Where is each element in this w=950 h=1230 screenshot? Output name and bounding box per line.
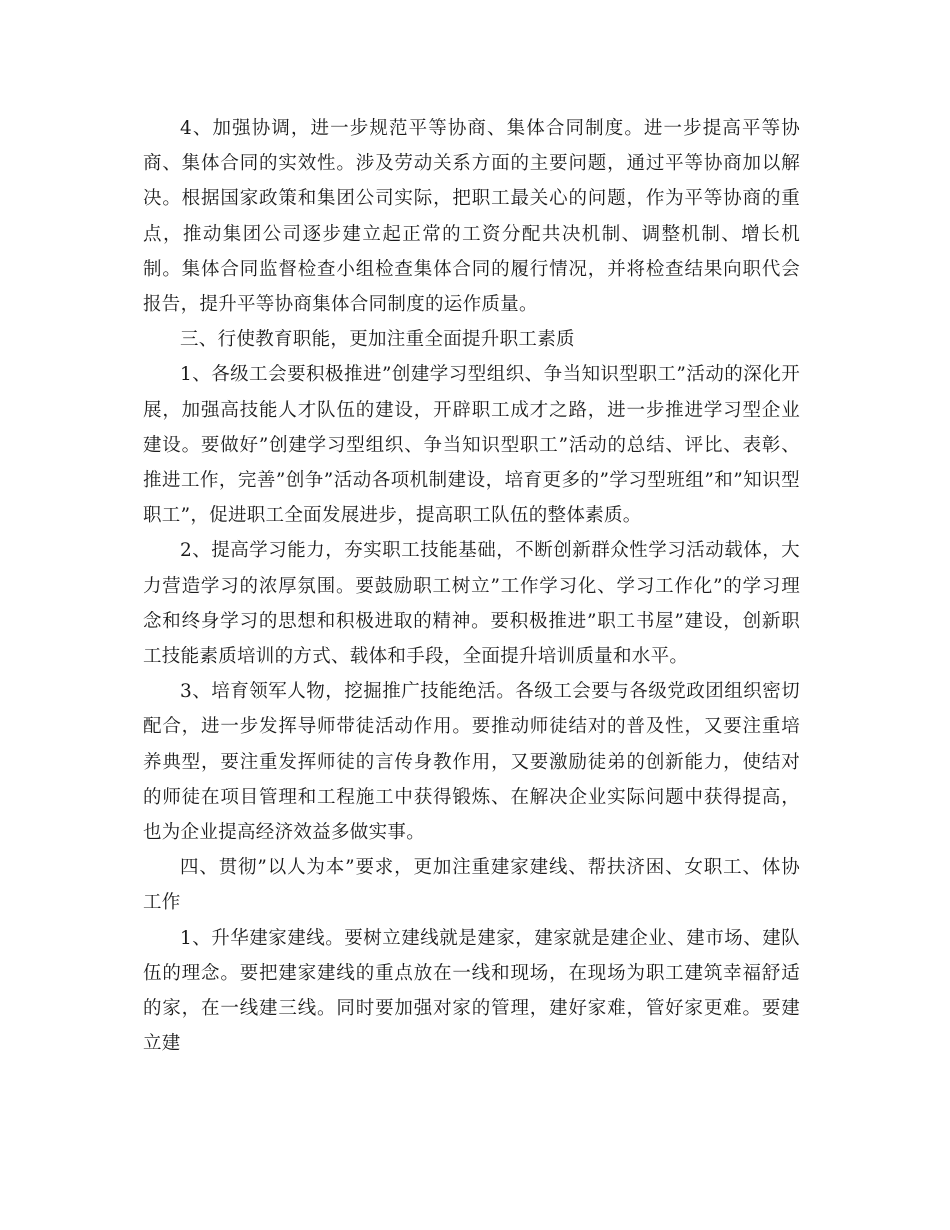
paragraph-1: 4、加强协调，进一步规范平等协商、集体合同制度。进一步提高平等协商、集体合同的实效性。涉及劳动关系方面的主要问题，通过平等协商加以解决。根据国家政策和集团公司实际，把职工最关心的问题，作为平等协商的重点，推动集团公司逐步建立起正常的工资分配共决机制、调整机制、增长机制。集体合同监督检查小组检查集体合同的履行情况，并将检查结果向职代会报告，提升平等协商集体合同制度的运作质量。 [143,118,800,316]
paragraph-3: 2、提高学习能力，夯实职工技能基础，不断创新群众性学习活动载体，大力营造学习的浓厚氛围。要鼓励职工树立”工作学习化、学习工作化”的学习理念和终身学习的思想和积极进取的精神。要积极推进”职工书屋”建设，创新职工技能素质培训的方式、载体和手段，全面提升培训质量和水平。 [143,540,800,668]
document-body [143,111,800,1061]
section-heading-3: 三、行使教育职能，更加注重全面提升职工素质 [180,329,575,351]
paragraph-4: 3、培育领军人物，挖掘推广技能绝活。各级工会要与各级党政团组织密切配合，进一步发挥导师带徒活动作用。要推动师徒结对的普及性，又要注重培养典型，要注重发挥师徒的言传身教作用，又要激励徒弟的创新能力，使结对的师徒在项目管理和工程施工中获得锻炼、在解决企业实际问题中获得提高，也为企业提高经济效益多做实事。 [143,681,800,844]
paragraph-2: 1、各级工会要积极推进”创建学习型组织、争当知识型职工”活动的深化开展，加强高技能人才队伍的建设，开辟职工成才之路，进一步推进学习型企业建设。要做好”创建学习型组织、争当知识型职工”活动的总结、评比、表彰、推进工作，完善”创争”活动各项机制建设，培育更多的”学习型班组”和”知识型职工”，促进职工全面发展进步，提高职工队伍的整体素质。 [143,364,800,527]
section-heading-4: 四、贯彻”以人为本”要求，更加注重建家建线、帮扶济困、女职工、体协工作 [143,857,800,914]
paragraph-5: 1、升华建家建线。要树立建线就是建家，建家就是建企业、建市场、建队伍的理念。要把建家建线的重点放在一线和现场，在现场为职工建筑幸福舒适的家，在一线建三线。同时要加强对家的管理，建好家难，管好家更难。要建立建 [143,927,800,1055]
